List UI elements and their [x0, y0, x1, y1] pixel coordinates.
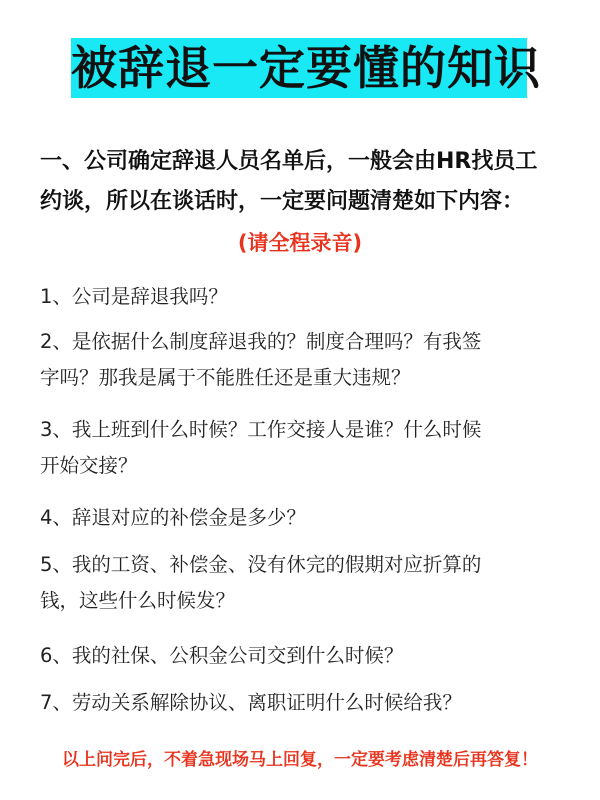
- list-item-line: 7、劳动关系解除协议、离职证明什么时候给我？: [40, 691, 462, 714]
- list-item: [40, 547, 565, 619]
- list-item-line: 开始交接？: [40, 454, 138, 477]
- recording-note: (请全程录音): [237, 231, 363, 255]
- list-item-line: 3、我上班到什么时候？工作交接人是谁？什么时候: [40, 418, 482, 441]
- footer-warning: 以上问完后，不着急现场马上回复，一定要考虑清楚后再答复！: [62, 750, 538, 770]
- list-item-line: 5、我的工资、补偿金、没有休完的假期对应折算的: [40, 553, 482, 576]
- list-item: [40, 638, 565, 674]
- list-item-line: 6、我的社保、公积金公司交到什么时候？: [40, 644, 404, 667]
- page-title: 被辞退一定要懂的知识: [71, 38, 527, 98]
- list-item-line: 2、是依据什么制度辞退我的？制度合理吗？有我签: [40, 330, 482, 353]
- intro-line: 一、公司确定辞退人员名单后，一般会由HR找员工: [40, 149, 538, 174]
- list-item: [40, 279, 565, 315]
- list-item-line: 4、辞退对应的补偿金是多少？: [40, 506, 306, 529]
- intro-line: 约谈，所以在谈话时，一定要问题清楚如下内容：: [40, 189, 525, 214]
- list-item-line: 1、公司是辞退我吗？: [40, 285, 228, 308]
- intro-paragraph: [40, 142, 565, 222]
- list-item-line: 钱，这些什么时候发？: [40, 589, 236, 612]
- list-item: [40, 412, 565, 484]
- list-item: [40, 324, 565, 396]
- list-item: [40, 685, 565, 721]
- list-item: [40, 500, 565, 536]
- list-item-line: 字吗？那我是属于不能胜任还是重大违规？: [40, 366, 411, 389]
